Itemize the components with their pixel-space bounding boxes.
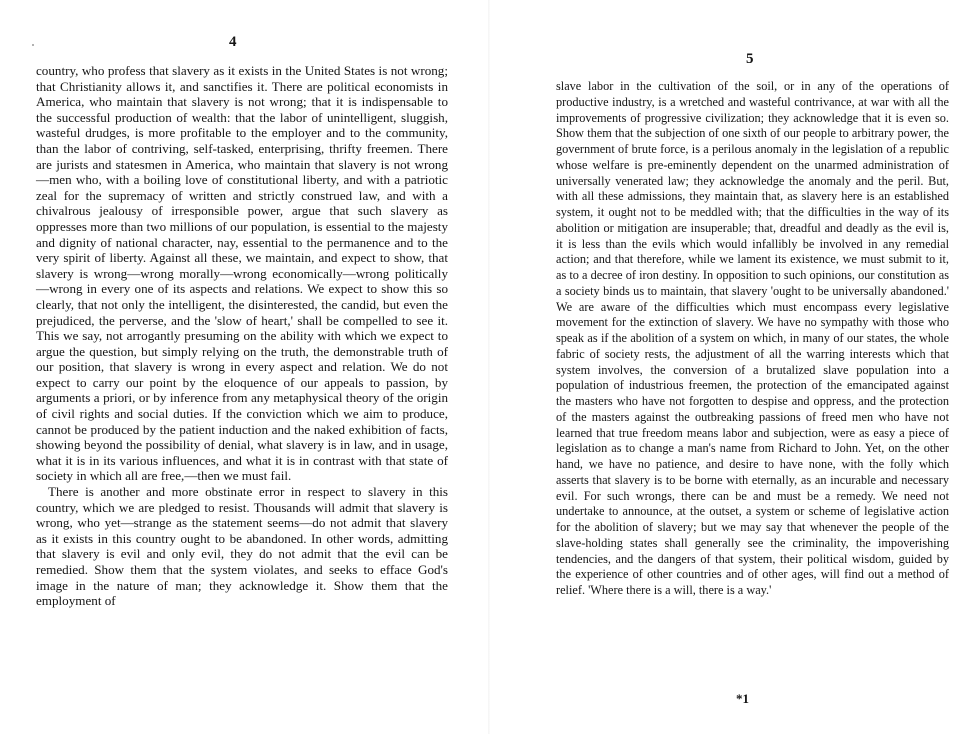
page-number-right: 5 (746, 51, 754, 67)
page-gutter (488, 0, 490, 734)
left-page-body (36, 63, 448, 609)
paragraph: There is another and more obstinate error in respect to slavery in this country, which we are pledged to resist. Thousands will admit that slavery is wrong, who yet—strange as the statement seems—do not admit that slavery as it exists in this country ought to be abandoned. In other words, admitting that slavery is evil and only evil, they do not admit that the evil can be remedied. Show them that the system violates, and seeks to efface God's image in the nature of man; they acknowledge it. Show them that the employment of (36, 484, 448, 609)
left-page (36, 0, 448, 734)
speck-mark (32, 44, 34, 46)
right-page-body (556, 79, 949, 599)
paragraph: country, who profess that slavery as it exists in the United States is not wrong; that Christianity allows it, and sanctifies it. There are political economists in America, who maintain that slavery is not wrong; that it is indispensable to the successful production of wealth: that the labor of unintelligent, sluggish, wasteful drudges, is more profitable to the employer and to the community, than the labor of contriving, self-tasked, enterprising, thrifty freemen. There are jurists and statesmen in America, who maintain that slavery is not wrong—men who, with a boiling love of constitutional liberty, and with a patriotic zeal for the supremacy of written and strictly construed law, and with a chivalrous jealousy of irresponsible power, argue that such slavery as oppresses more than two millions of our population, is essential to the majesty and dignity of national character, nay, essential to the permanence and to the very spirit of liberty. Against all these, we maintain, and expect to show, that slavery is wrong—wrong morally—wrong economically—wrong politically—wrong in every one of its aspects and relations. We expect to show this so clearly, that not only the intelligent, the disinterested, the candid, but even the prejudiced, the perverse, and the 'slow of heart,' shall be compelled to see it. This we say, not arrogantly presuming on the ability with which we expect to argue the question, but simply relying on the truth, the demonstrable truth of our position, that slavery is wrong in every aspect and relation. We do not expect to carry our point by the eloquence of our appeals to passion, by arguments a priori, or by inference from any metaphysical theory of the origin of civil rights and social duties. If the conviction which we aim to produce, cannot be produced by the patient induction and the naked exhibition of facts, showing beyond the possibility of denial, what slavery is in law, and in usage, what it is in its various influences, and what it is in contrast with that state of society in which all are free,—then we must fail. (36, 63, 448, 484)
signature-mark: *1 (736, 691, 749, 706)
page-number-left: 4 (229, 34, 237, 50)
paragraph: slave labor in the cultivation of the soil, or in any of the operations of productive industry, is a wretched and wasteful contrivance, at war with all the improvements of progressive civilization; they acknowledge that it is even so. Show them that the subjection of one sixth of our people to arbitrary power, the government of brute force, is a perilous anomaly in the legislation of a republic whose welfare is pre-eminently dependent on the unarmed administration of universally venerated law; they acknowledge the anomaly and the peril. But, with all these admissions, they maintain that, as slavery here is an established system, it ought not to be meddled with; that the difficulties in the way of its abolition or mitigation are insuperable; that, dreadful and deadly as the evil is, it is less than the evils which would infallibly be involved in any remedial action; and that therefore, while we lament its existence, we must submit to it, as to a decree of iron destiny. In opposition to such opinions, our constitution as a society binds us to maintain, that slavery 'ought to be universally abandoned.' We are aware of the difficulties which must encompass every legislative movement for the extinction of slavery. We have no sympathy with those who speak as if the abolition of a system on which, in many of our states, the whole fabric of society rests, the adjustment of all the warring interests which that system involves, the conversion of a brutalized slave population into a population of industrious freemen, the protection of the emancipated against the masters who have not forgotten to despise and oppress, and the protection of the masters against the outbreaking passions of freed men who have not learned that true freedom means labor and subjection, were as easy a piece of legislation as to change a man's name from Richard to John. Yet, on the other hand, we have no patience, and desire to have none, with the folly which asserts that slavery is to be borne with eternally, as an incurable and necessary evil. For such wrongs, there can be and must be a remedy. We need not undertake to announce, at the outset, a system or scheme of legislative action for the abolition of slavery; but we may say that whenever the people of the slave-holding states shall generally see the criminality, the impoverishing tendencies, and the dangers of that system, their political wisdom, guided by the experience of other countries and of other ages, will find out a method of relief. 'Where there is a will, there is a way.' (556, 79, 949, 597)
right-page (556, 0, 949, 734)
